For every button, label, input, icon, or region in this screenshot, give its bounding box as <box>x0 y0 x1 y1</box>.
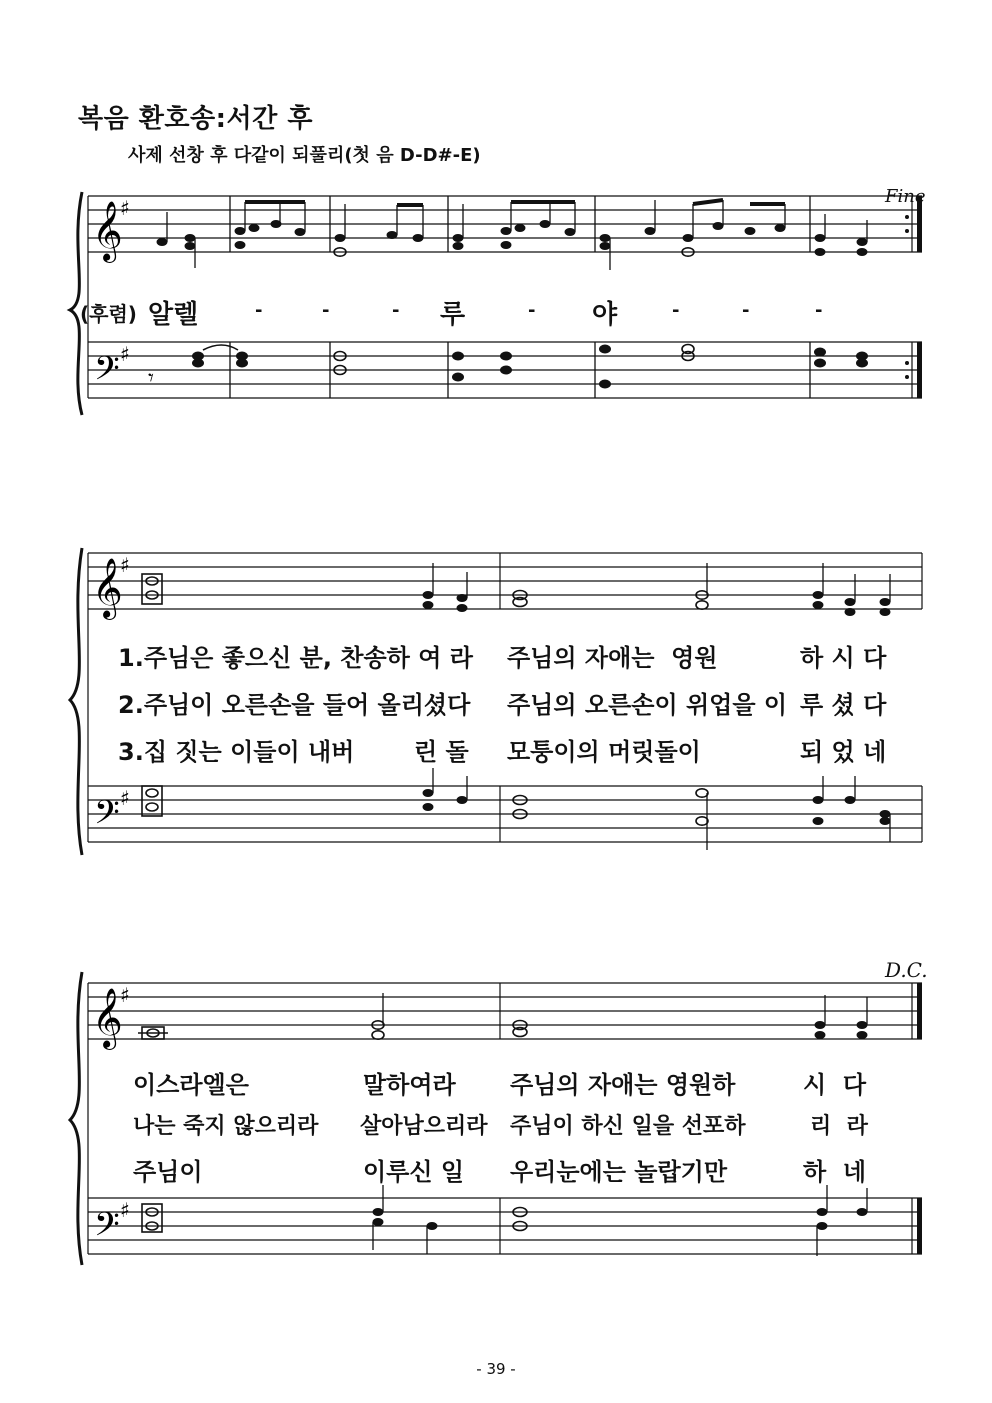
lyric-alleluia-3: 야 <box>592 300 618 330</box>
refrain-3-line-a: 주님이 <box>133 1158 203 1186</box>
hyphen: - <box>392 300 400 321</box>
refrain-2-line-a: 나는 죽지 않으리라 <box>133 1114 319 1139</box>
verse-3-line-c: 되 었 네 <box>800 738 887 766</box>
svg-text:𝄢: 𝄢 <box>94 350 120 396</box>
dc-mark: D.C. <box>885 958 928 982</box>
svg-text:𝄢: 𝄢 <box>94 1206 120 1252</box>
refrain-3-line-d: 하 네 <box>803 1158 867 1186</box>
page-title: 복음 환호송:서간 후 <box>78 104 313 134</box>
refrain-3-line-b: 이루신 일 <box>363 1158 465 1186</box>
svg-text:♯: ♯ <box>120 1198 130 1222</box>
svg-text:𝄾: 𝄾 <box>148 366 154 391</box>
verse-1-line-c: 하 시 다 <box>800 644 887 672</box>
verse-2-line-c: 루 셨 다 <box>800 691 887 719</box>
svg-text:𝄢: 𝄢 <box>94 794 120 840</box>
lyric-alleluia-1: 알렐 <box>148 300 199 330</box>
svg-text:𝄞: 𝄞 <box>92 201 123 261</box>
verse-1-line-a: 1.주님은 좋으신 분, 찬송하 여 라 <box>118 644 473 672</box>
page-subtitle: 사제 선창 후 다같이 되풀리(첫 음 D-D#-E) <box>128 145 481 166</box>
refrain-1-line-c: 주님의 자애는 영원하 <box>510 1071 736 1099</box>
verse-3-line-b: 모퉁이의 머릿돌이 <box>507 738 701 766</box>
lyric-alleluia-2: 루 <box>440 300 466 330</box>
refrain-2-line-b: 살아남으리라 <box>360 1114 488 1139</box>
hyphen: - <box>672 300 680 321</box>
refrain-1-line-b: 말하여라 <box>363 1071 456 1099</box>
svg-text:𝄞: 𝄞 <box>92 988 123 1048</box>
verse-2-line-b: 주님의 오른손이 위업을 이 <box>507 691 788 719</box>
refrain-1-line-a: 이스라엘은 <box>133 1071 249 1099</box>
svg-text:♯: ♯ <box>120 342 130 366</box>
svg-text:♯: ♯ <box>120 553 130 577</box>
hyphen: - <box>528 300 536 321</box>
page-number: - 39 - <box>476 1360 516 1378</box>
refrain-3-line-c: 우리눈에는 놀랍기만 <box>510 1158 728 1186</box>
verse-2-line-a: 2.주님이 오른손을 들어 올리셨다 <box>118 691 471 719</box>
hyphen: - <box>322 300 330 321</box>
svg-text:♯: ♯ <box>120 786 130 810</box>
svg-text:♯: ♯ <box>120 196 130 220</box>
verse-1-line-b: 주님의 자애는 영원 <box>507 644 718 672</box>
refrain-2-line-d: 리 라 <box>810 1114 868 1139</box>
hyphen: - <box>815 300 823 321</box>
refrain-1-line-d: 시 다 <box>803 1071 867 1099</box>
hyphen: - <box>742 300 750 321</box>
verse-3-line-a: 3.집 짓는 이들이 내버 <box>118 738 355 766</box>
svg-text:♯: ♯ <box>120 983 130 1007</box>
verse-3-line-a2: 린 돌 <box>414 738 469 766</box>
hyphen: - <box>255 300 263 321</box>
refrain-label: (후렴) <box>80 302 137 326</box>
svg-text:𝄞: 𝄞 <box>92 558 123 618</box>
refrain-2-line-c: 주님이 하신 일을 선포하 <box>510 1114 746 1139</box>
fine-mark: Fine <box>885 186 926 207</box>
